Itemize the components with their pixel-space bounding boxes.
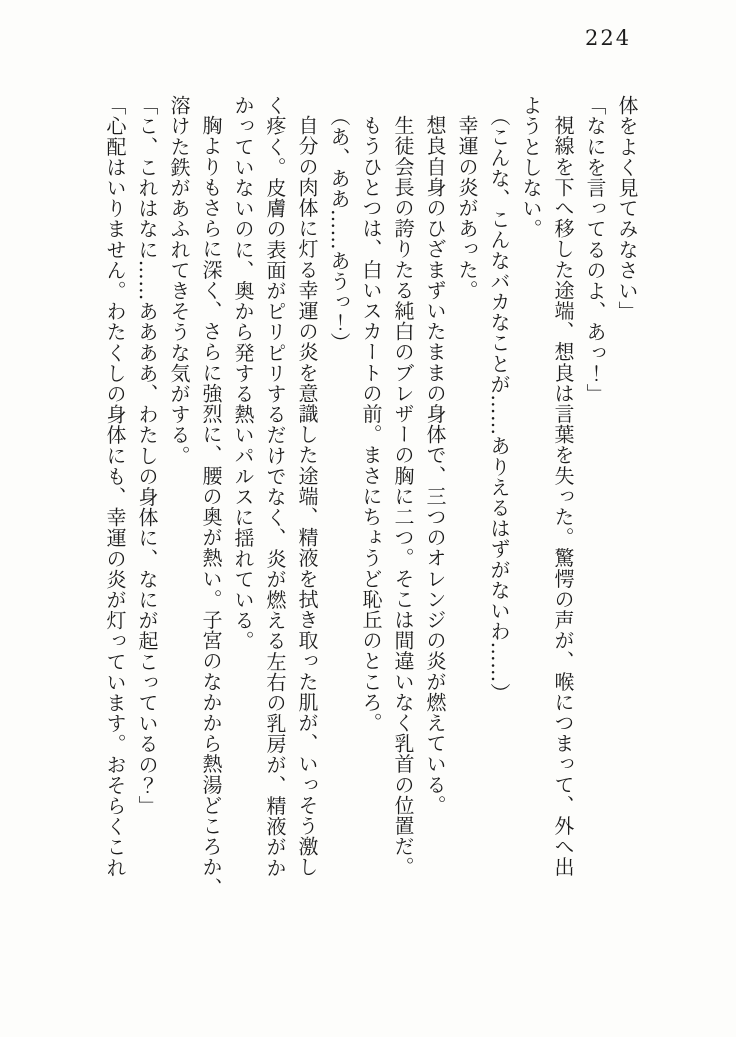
paragraph: 幸運の炎があった。 <box>455 115 479 301</box>
paragraph: 想良自身のひざまずいたままの身体で、三つのオレンジの炎が燃えている。 <box>423 115 447 816</box>
paragraph: 「こ、これはなに……ああああ、わたしの身体に、なにが起こっているの？」 <box>135 95 159 816</box>
paragraph: 「心配はいりません。わたくしの身体にも、幸運の炎が灯っています。おそらくこれ <box>103 95 127 878</box>
paragraph: もうひとつは、白いスカートの前。まさにちょうど恥丘のところ。 <box>359 115 383 733</box>
paragraph: （あ、ああ……あうっ！） <box>327 106 351 354</box>
paragraph: 「なにを言ってるのよ、あっ！」 <box>583 95 607 404</box>
paragraph: 胸よりもさらに深く、さらに強烈に、腰の奥が熱い。子宮のなかから熱湯どころか、 溶けた鉄があふれてきそうな気がする。 <box>167 95 223 898</box>
paragraph: 生徒会長の誇りたる純白のブレザーの胸に二つ。そこは間違いなく乳首の位置だ。 <box>391 115 415 878</box>
page-number: 224 <box>585 26 632 50</box>
paragraph: 体をよく見てみなさい」 <box>615 95 639 322</box>
paragraph: 自分の肉体に灯る幸運の炎を意識した途端、精液を拭き取った肌が、いっそう激し く疼く。皮膚の表面がピリピリするだけでなく、炎が燃える左右の乳房が、精液がか かっていないのに、奥から発する熱いパルスに揺れている。 <box>231 95 319 878</box>
vertical-text-block <box>99 95 643 913</box>
paragraph: 視線を下へ移した途端、想良は言葉を失った。驚愕の声が、喉につまって、外へ出 ようとしない。 <box>519 95 575 878</box>
paragraph: （こんな、こんなバカなことが……ありえるはずがないわ……） <box>487 106 511 704</box>
